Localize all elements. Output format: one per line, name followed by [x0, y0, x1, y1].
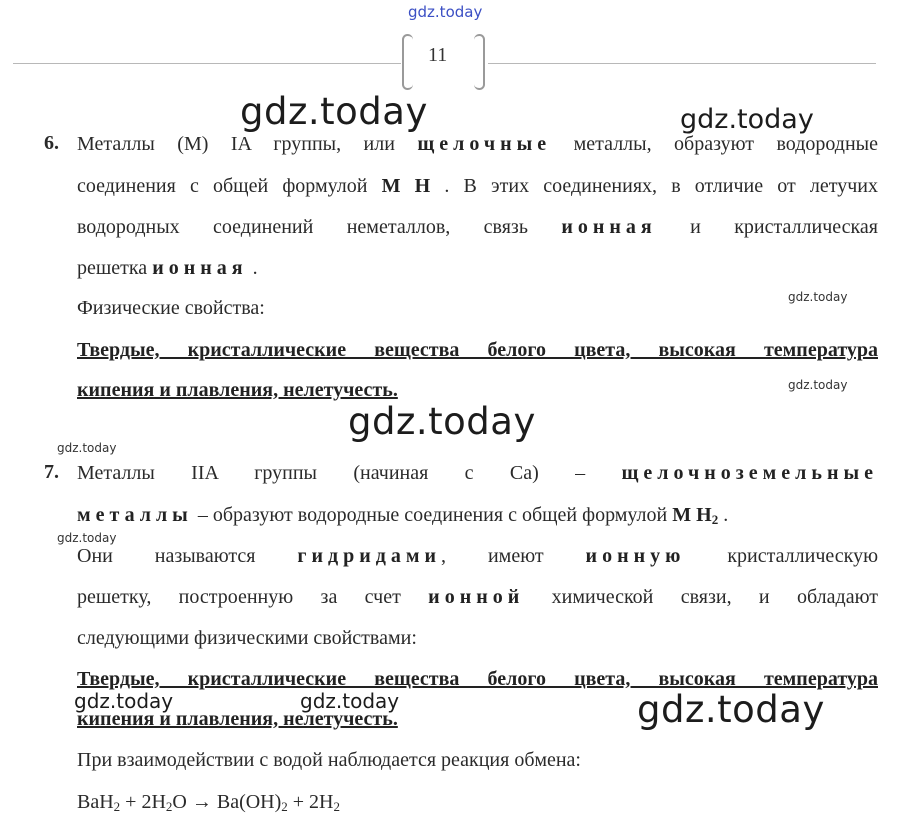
watermark: gdz.today [240, 90, 428, 133]
item6-line-2 [77, 174, 878, 198]
watermark: gdz.today [788, 378, 848, 392]
text: . [247, 257, 258, 279]
reaction-label: При взаимодействии с водой наблюдается реакция обмена: [77, 749, 581, 771]
physical-properties-answer-2: кипения и плавления, нелетучесть. [77, 379, 398, 401]
text: решетку, построенную за счет [77, 586, 429, 608]
term-alkali: щелочные [417, 133, 552, 155]
watermark: gdz.today [57, 441, 117, 455]
page-number: 11 [428, 44, 448, 66]
text: Они называются [77, 545, 298, 567]
watermark: gdz.today [788, 290, 848, 304]
eq-subscript: 2 [165, 799, 173, 814]
term-metals: металлы [77, 504, 193, 526]
text: , имеют [441, 545, 586, 567]
watermark: gdz.today [637, 688, 825, 731]
term-ionic: ионную [585, 545, 686, 567]
formula: М Н [381, 175, 431, 197]
text: . В этих соединениях, в отличие от летучих [430, 175, 879, 197]
formula-subscript: 2 [711, 512, 719, 527]
page-number-bracket-left [402, 34, 413, 90]
text: металлы, образуют водородные [551, 133, 878, 155]
header-rule-left [13, 63, 401, 64]
item7-line-3 [77, 544, 878, 568]
header-rule-right [488, 63, 876, 64]
text: химической связи, и обладают [524, 586, 878, 608]
text: кристаллическую [685, 545, 879, 567]
text: и кристаллическая [656, 216, 878, 238]
text: Металлы (М) IA группы, или [77, 133, 418, 155]
eq-subscript: 2 [113, 799, 121, 814]
text: соединения с общей формулой [77, 175, 382, 197]
item-number: 7. [44, 461, 59, 483]
term-ionic: ионная [152, 257, 248, 279]
item7-line-4 [77, 585, 878, 609]
physical-properties-answer-1: Твердые, кристаллические вещества белого цвета, высокая температура [77, 339, 878, 361]
page-number-bracket-right [474, 34, 485, 90]
term-ionic: ионная [561, 216, 657, 238]
item6-line-1 [77, 132, 878, 156]
text: Металлы IIA группы (начиная с Ca) – [77, 462, 622, 484]
text: . [718, 504, 729, 526]
item7-line-1 [77, 461, 878, 485]
eq-subscript: 2 [281, 799, 288, 814]
text: решетка [77, 257, 153, 279]
eq-subscript: 2 [333, 799, 341, 814]
item-number: 6. [44, 132, 59, 154]
text: – образуют водородные соединения с общей формулой [192, 504, 673, 526]
term-hydrides: гидридами [297, 545, 442, 567]
watermark: gdz.today [300, 689, 400, 713]
item7-line-5: следующими физическими свойствами: [77, 627, 417, 649]
physical-properties-answer-2: кипения и плавления, нелетучесть. [77, 708, 398, 730]
eq-part: + 2H [287, 791, 334, 813]
eq-part: + 2H [120, 791, 166, 813]
reaction-equation [77, 790, 878, 819]
formula: М Н [672, 504, 712, 526]
watermark: gdz.today [680, 104, 814, 135]
text: водородных соединений неметаллов, связь [77, 216, 562, 238]
eq-part: BaH [77, 791, 114, 813]
item6-line-4 [77, 256, 878, 280]
watermark: gdz.today [74, 689, 174, 713]
physical-properties-label: Физические свойства: [77, 297, 265, 319]
watermark: gdz.today [348, 400, 536, 443]
eq-part: O → Ba(OH) [172, 791, 282, 813]
item6-line-3 [77, 215, 878, 239]
item7-line-2 [77, 503, 878, 532]
watermark: gdz.today [57, 531, 117, 545]
term-ionic: ионной [428, 586, 525, 608]
watermark-top: gdz.today [408, 3, 483, 21]
physical-properties-answer-1: Твердые, кристаллические вещества белого цвета, высокая температура [77, 668, 878, 690]
term-alkaline-earth: щелочноземельные [621, 462, 878, 484]
